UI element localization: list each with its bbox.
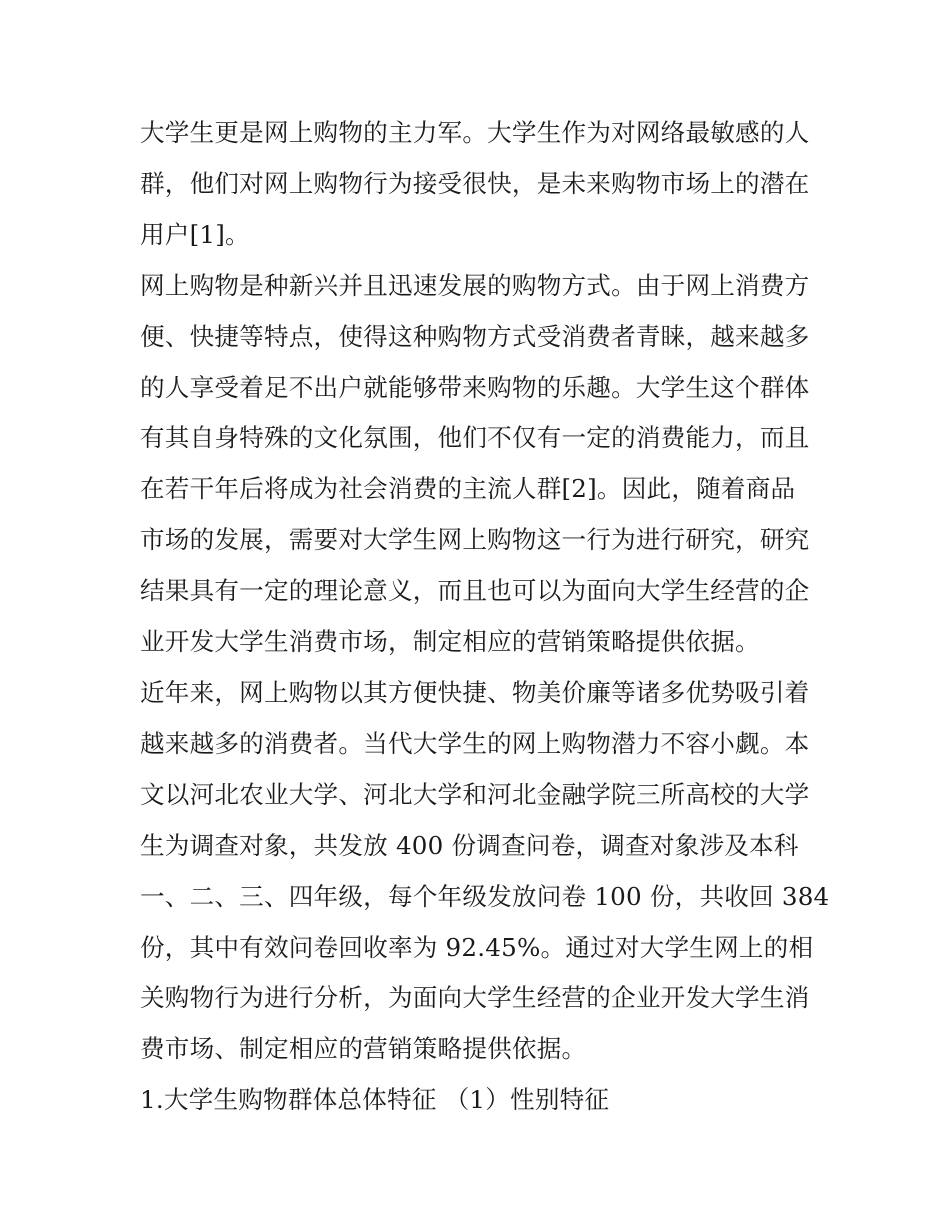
- section-heading: 1.大学生购物群体总体特征 （1）性别特征: [140, 1085, 610, 1115]
- text-line: 在若干年后将成为社会消费的主流人群[2]。因此，随着商品: [140, 474, 796, 504]
- text-line: 关购物行为进行分析，为面向大学生经营的企业开发大学生消: [140, 983, 810, 1013]
- text-line: 业开发大学生消费市场，制定相应的营销策略提供依据。: [140, 627, 760, 657]
- text-line: 网上购物是种新兴并且迅速发展的购物方式。由于网上消费方: [140, 270, 810, 300]
- paragraph-3: [140, 668, 830, 1075]
- text-line: 结果具有一定的理论意义，而且也可以为面向大学生经营的企: [140, 576, 810, 606]
- text-line: 有其自身特殊的文化氛围，他们不仅有一定的消费能力，而且: [140, 423, 810, 453]
- text-line: 用户[1]。: [140, 219, 250, 249]
- text-line: 生为调查对象，共发放 400 份调查问卷，调查对象涉及本科: [140, 830, 799, 860]
- paragraph-1: [140, 108, 812, 261]
- document-body: [140, 108, 830, 1126]
- text-line: 近年来，网上购物以其方便快捷、物美价廉等诸多优势吸引着: [140, 677, 810, 707]
- text-line: 群，他们对网上购物行为接受很快，是未来购物市场上的潜在: [140, 168, 810, 198]
- text-line: 大学生更是网上购物的主力军。大学生作为对网络最敏感的人: [140, 118, 810, 147]
- text-line: 市场的发展，需要对大学生网上购物这一行为进行研究，研究: [140, 525, 810, 555]
- paragraph-2: [140, 261, 812, 668]
- text-line: 费市场、制定相应的营销策略提供依据。: [140, 1034, 587, 1064]
- text-line: 份，其中有效问卷回收率为 92.45%。通过对大学生网上的相: [140, 932, 814, 962]
- text-line: 越来越多的消费者。当代大学生的网上购物潜力不容小觑。本: [140, 728, 810, 758]
- text-line: 的人享受着足不出户就能够带来购物的乐趣。大学生这个群体: [140, 372, 810, 402]
- text-line: 文以河北农业大学、河北大学和河北金融学院三所高校的大学: [140, 779, 810, 809]
- text-line: 一、二、三、四年级，每个年级发放问卷 100 份，共收回 384: [140, 881, 830, 911]
- text-line: 便、快捷等特点，使得这种购物方式受消费者青睐，越来越多: [140, 321, 810, 351]
